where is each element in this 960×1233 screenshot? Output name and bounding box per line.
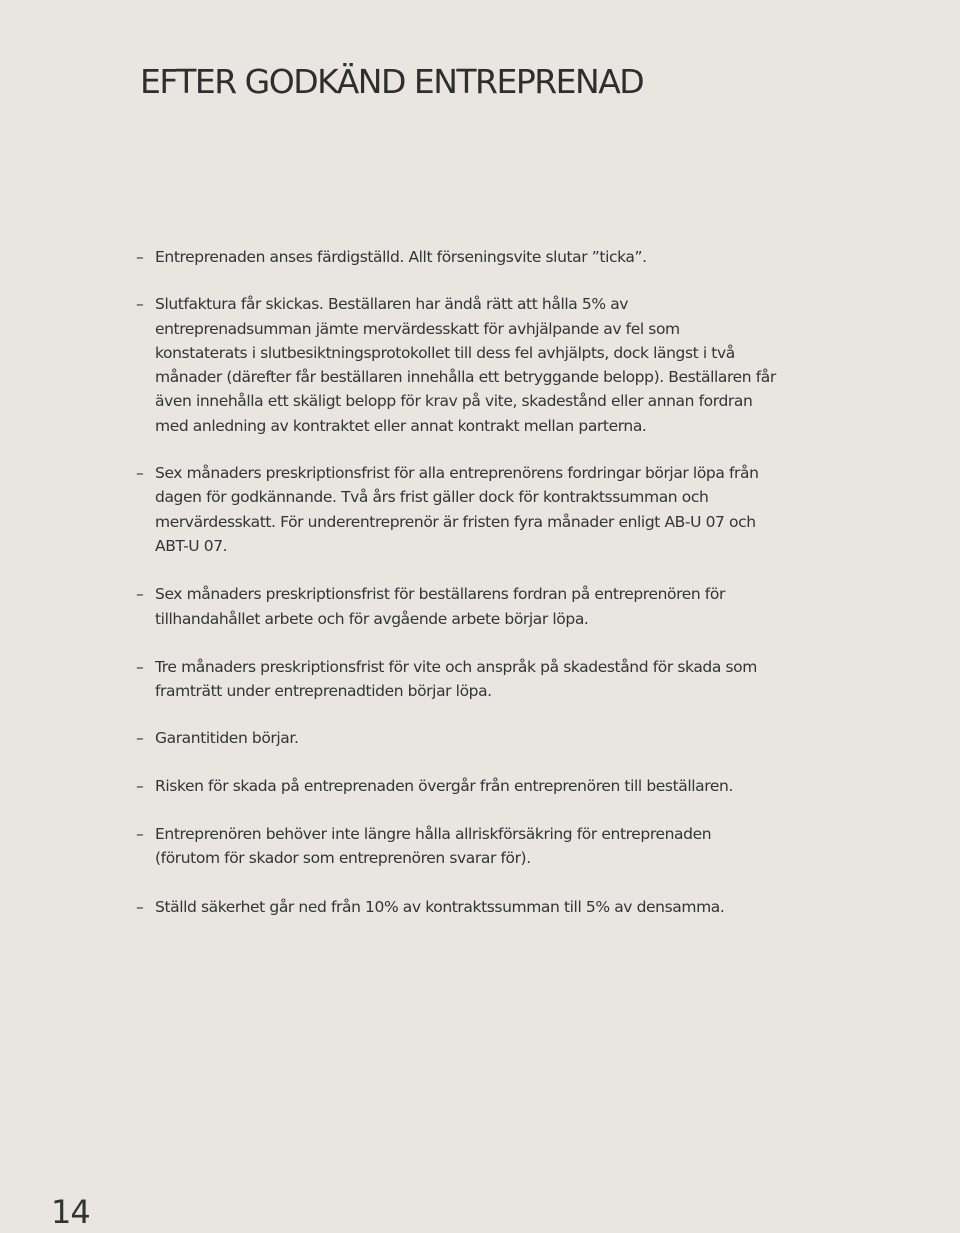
dash-bullet: – — [136, 657, 144, 676]
dash-bullet: – — [136, 729, 144, 748]
list-item-text: Sex månaders preskriptionsfrist för beställarens fordran på entreprenören för tillhandahållet arbete och för avgående arbete börjar löpa. — [155, 585, 725, 628]
list-item-text: Slutfaktura får skickas. Beställaren har ändå rätt att hålla 5% av entreprenadsumman jämte mervärdesskatt för avhjälpande av fel som konstaterats i slutbesiktningsprotokollet till dess fel avhjälpts, dock längst i två månader (därefter får beställaren innehålla ett betryggande belopp). Beställaren får även innehålla ett skäligt belopp för krav på vite, skadestånd eller annan fordran med anledning av kontraktet eller annat kontrakt mellan parterna. — [155, 295, 776, 435]
list-item — [136, 292, 776, 438]
list-item — [136, 582, 776, 631]
dash-bullet: – — [136, 464, 144, 483]
dash-bullet: – — [136, 897, 144, 916]
list-item — [136, 726, 776, 750]
list-item-text: Garantitiden börjar. — [155, 729, 299, 748]
list-item-text: Tre månaders preskriptionsfrist för vite och anspråk på skadestånd för skada som framträtt under entreprenadtiden börjar löpa. — [155, 657, 757, 701]
consequence-list — [136, 245, 776, 919]
list-item-text: Entreprenören behöver inte längre hålla allriskförsäkring för entreprenaden (förutom för skador som entreprenören svarar för). — [155, 825, 712, 868]
list-item-text: Sex månaders preskriptionsfrist för alla entreprenörens fordringar börjar löpa från dagen för godkännande. Två års frist gäller dock för kontraktssumman och mervärdesskatt. För underentreprenör är fristen fyra månader enligt AB-U 07 och ABT-U 07. — [155, 464, 759, 555]
page-number: 14 — [51, 1193, 90, 1231]
list-item-text: Entreprenaden anses färdigställd. Allt förseningsvite slutar ”ticka”. — [155, 248, 647, 266]
list-item — [136, 461, 776, 558]
list-item — [136, 895, 776, 919]
dash-bullet: – — [136, 776, 144, 795]
page-title: EFTER GODKÄND ENTREPRENAD — [140, 62, 644, 101]
list-item-text: Ställd säkerhet går ned från 10% av kontraktssumman till 5% av densamma. — [155, 897, 725, 916]
list-item — [136, 655, 776, 704]
list-item-text: Risken för skada på entreprenaden övergår från entreprenören till beställaren. — [155, 776, 733, 795]
list-item — [136, 774, 776, 798]
dash-bullet: – — [136, 295, 144, 314]
dash-bullet: – — [136, 585, 144, 604]
dash-bullet: – — [136, 248, 144, 266]
dash-bullet: – — [136, 825, 144, 844]
list-item — [136, 822, 776, 871]
list-item — [136, 245, 776, 269]
